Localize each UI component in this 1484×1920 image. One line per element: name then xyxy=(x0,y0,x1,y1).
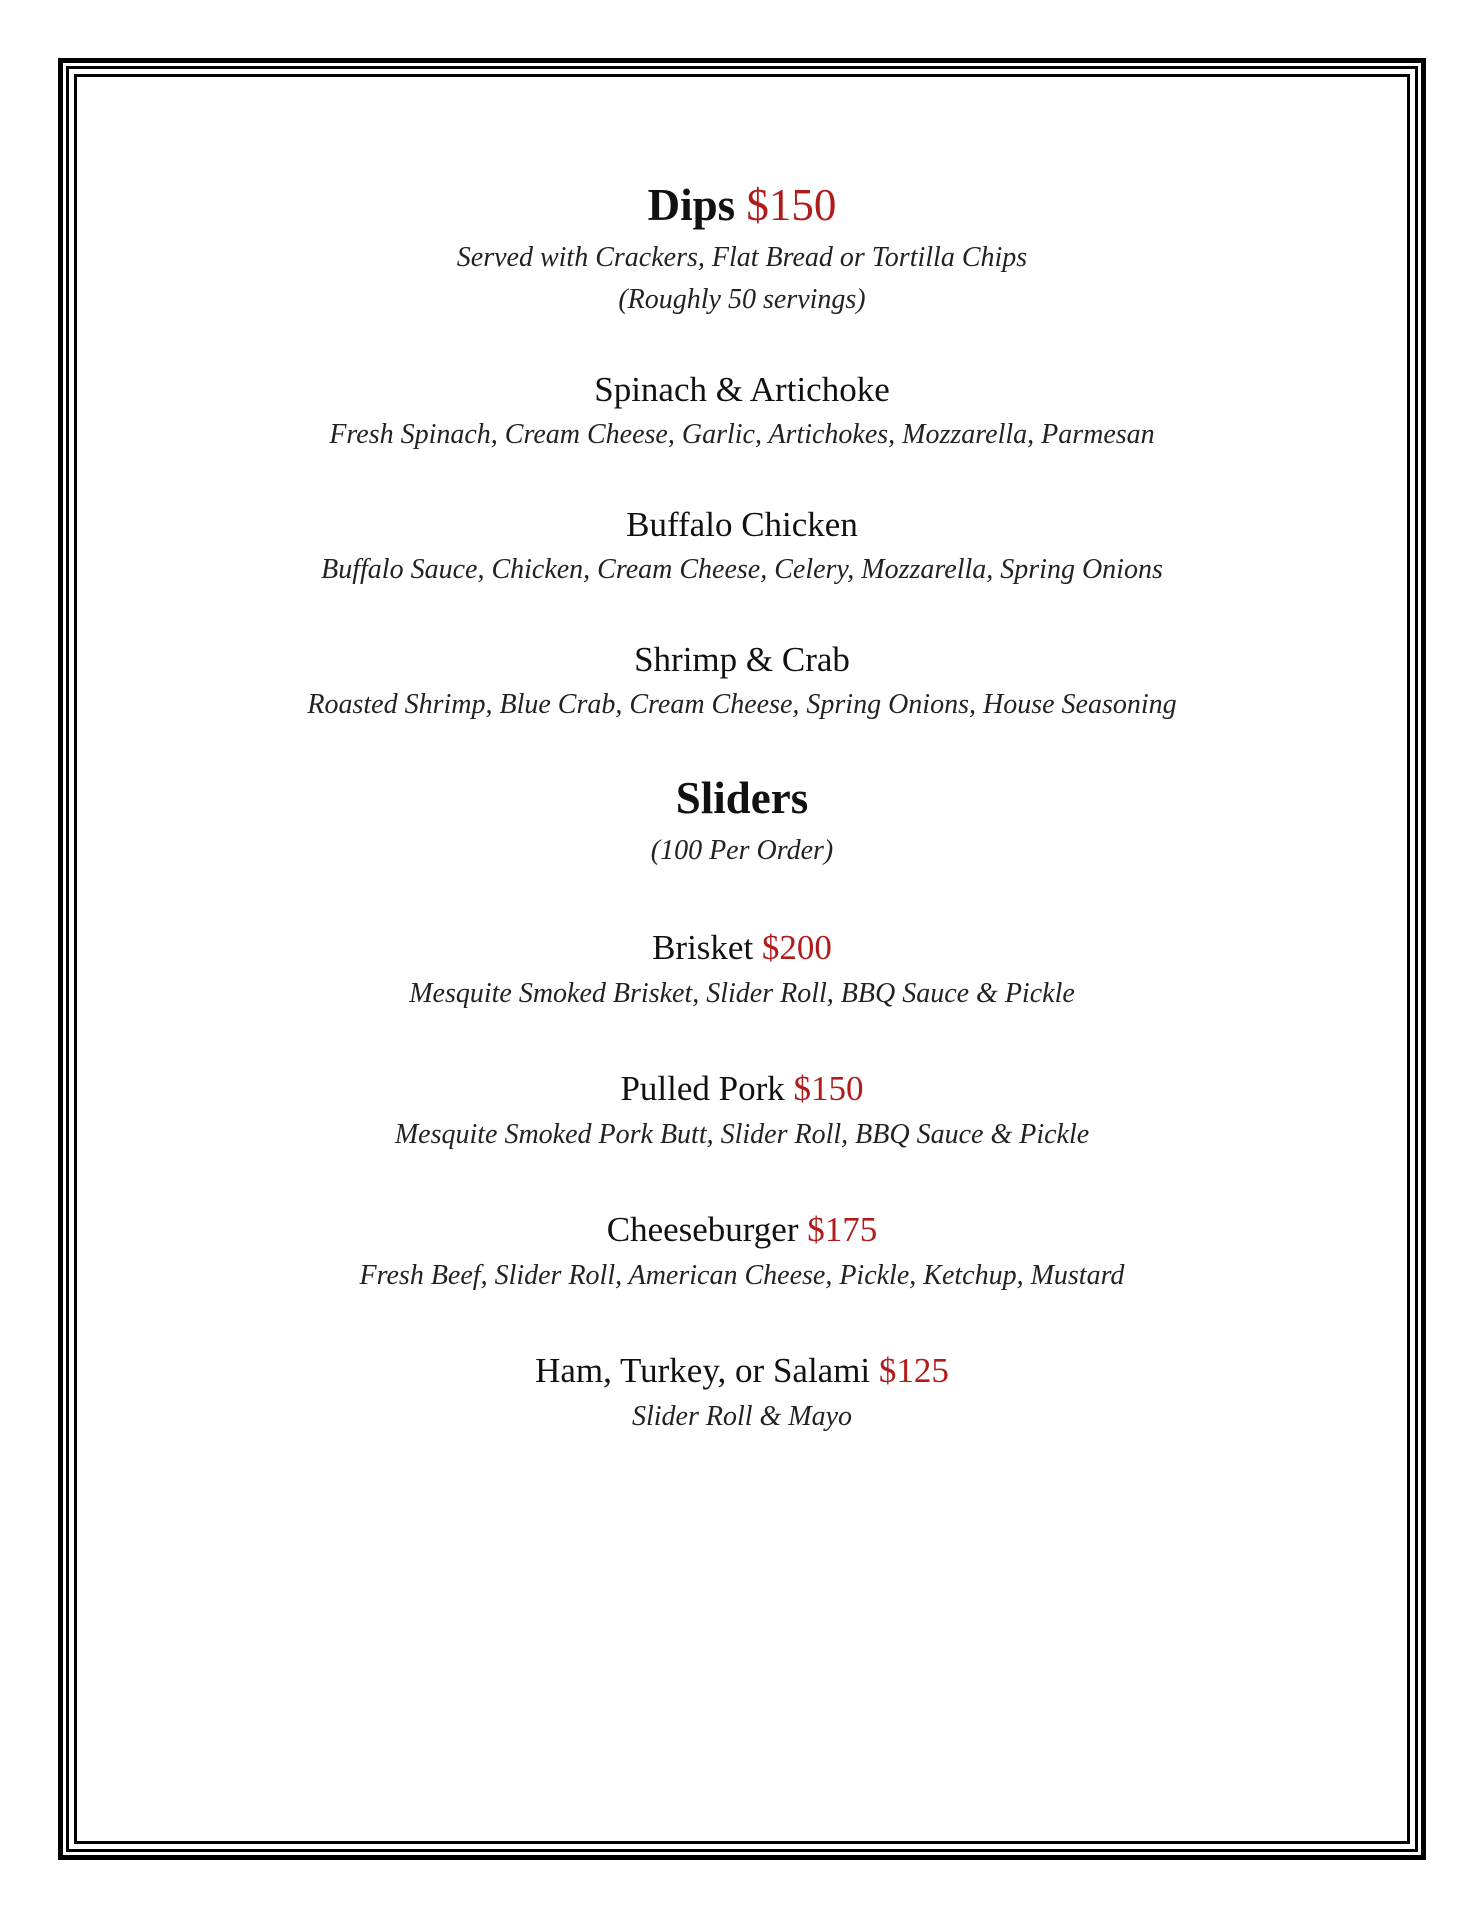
dips-serving-note: Served with Crackers, Flat Bread or Tortilla Chips xyxy=(456,242,1028,273)
dip-item-description: Roasted Shrimp, Blue Crab, Cream Cheese, Spring Onions, House Seasoning xyxy=(307,689,1177,720)
dip-item-name: Spinach & Artichoke xyxy=(594,370,890,409)
dip-item-description: Fresh Spinach, Cream Cheese, Garlic, Artichokes, Mozzarella, Parmesan xyxy=(329,419,1155,450)
dip-item-name: Buffalo Chicken xyxy=(626,505,858,544)
dip-item-name: Shrimp & Crab xyxy=(634,640,850,679)
dip-item-description: Buffalo Sauce, Chicken, Cream Cheese, Celery, Mozzarella, Spring Onions xyxy=(321,554,1163,585)
sliders-heading xyxy=(120,773,1364,823)
slider-item-description: Slider Roll & Mayo xyxy=(631,1401,853,1432)
dips-heading xyxy=(120,180,1364,230)
slider-item-name: Pulled Pork xyxy=(620,1069,785,1108)
slider-item-price: $200 xyxy=(761,928,832,967)
slider-item-heading xyxy=(120,1210,1364,1250)
slider-item-heading xyxy=(120,928,1364,968)
slider-item-price: $125 xyxy=(878,1351,949,1390)
slider-item-price: $150 xyxy=(793,1069,864,1108)
slider-item-description: Fresh Beef, Slider Roll, American Cheese, Pickle, Ketchup, Mustard xyxy=(359,1260,1125,1291)
dips-servings-count: (Roughly 50 servings) xyxy=(618,284,866,315)
dips-price: $150 xyxy=(746,180,837,230)
sliders-title: Sliders xyxy=(675,773,809,823)
slider-item-name: Brisket xyxy=(652,928,754,967)
sliders-order-note: (100 Per Order) xyxy=(650,835,834,866)
slider-item-heading xyxy=(120,1351,1364,1391)
slider-item-name: Cheeseburger xyxy=(606,1210,799,1249)
slider-item-description: Mesquite Smoked Pork Butt, Slider Roll, BBQ Sauce & Pickle xyxy=(394,1119,1090,1150)
slider-item-name: Ham, Turkey, or Salami xyxy=(535,1351,871,1390)
slider-item-heading xyxy=(120,1069,1364,1109)
slider-item-price: $175 xyxy=(807,1210,878,1249)
dips-title: Dips xyxy=(647,180,736,230)
slider-item-description: Mesquite Smoked Brisket, Slider Roll, BBQ Sauce & Pickle xyxy=(409,978,1075,1009)
